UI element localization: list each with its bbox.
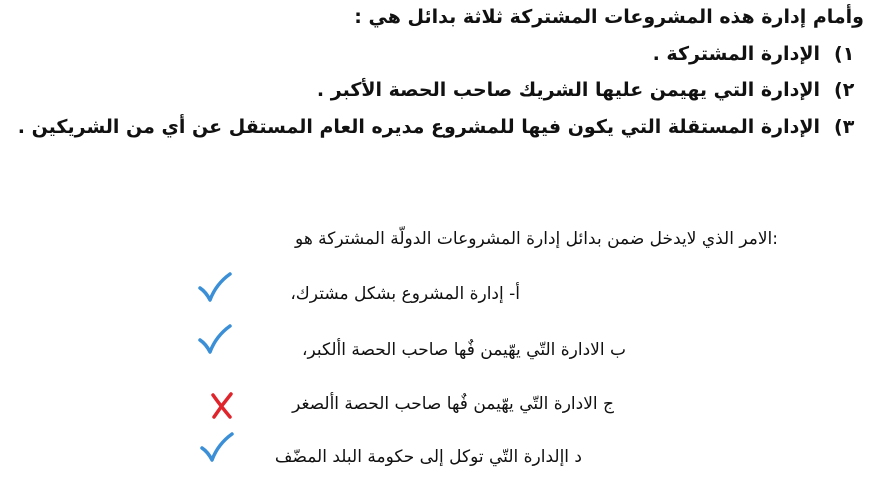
item-text: الإدارة المشتركة . [652,43,820,65]
check-icon [198,430,234,466]
intro-list-item-1 [653,40,864,68]
intro-list-item-2 [317,76,864,104]
check-icon [196,270,232,306]
option-c [292,391,614,417]
item-number: ٢) [834,79,855,101]
item-number: ٣) [834,116,855,138]
question-text: :الامر الذي لايدخل ضمن بدائل إدارة المشروعات الدولّة المشتركة هو [295,229,778,249]
intro-list-item-3 [18,113,864,141]
option-c-text: ج الادارة التّي يهّيمن فٌها صاحب الحصة األصغر [292,394,614,414]
option-a [290,281,520,307]
cross-icon [204,388,240,424]
option-b [302,337,626,363]
item-number: ١) [834,43,855,65]
option-d-text: د اإلدارة التّي توكل إلى حكومة البلد المضّف [274,447,582,467]
item-text: الإدارة التي يهيمن عليها الشريك صاحب الحصة الأكبر . [316,79,820,101]
option-a-text: أ- إدارة المشروع بشكل مشترك، [290,284,520,304]
option-b-text: ب الادارة التّي يهّيمن فٌها صاحب الحصة األكبر، [301,340,626,360]
check-icon [196,322,232,358]
intro-title: وأمام إدارة هذه المشروعات المشتركة ثلاثة بدائل هي : [354,6,864,28]
item-text: الإدارة المستقلة التي يكون فيها للمشروع مديره العام المستقل عن أي من الشريكين . [17,116,820,138]
option-d [275,444,582,470]
